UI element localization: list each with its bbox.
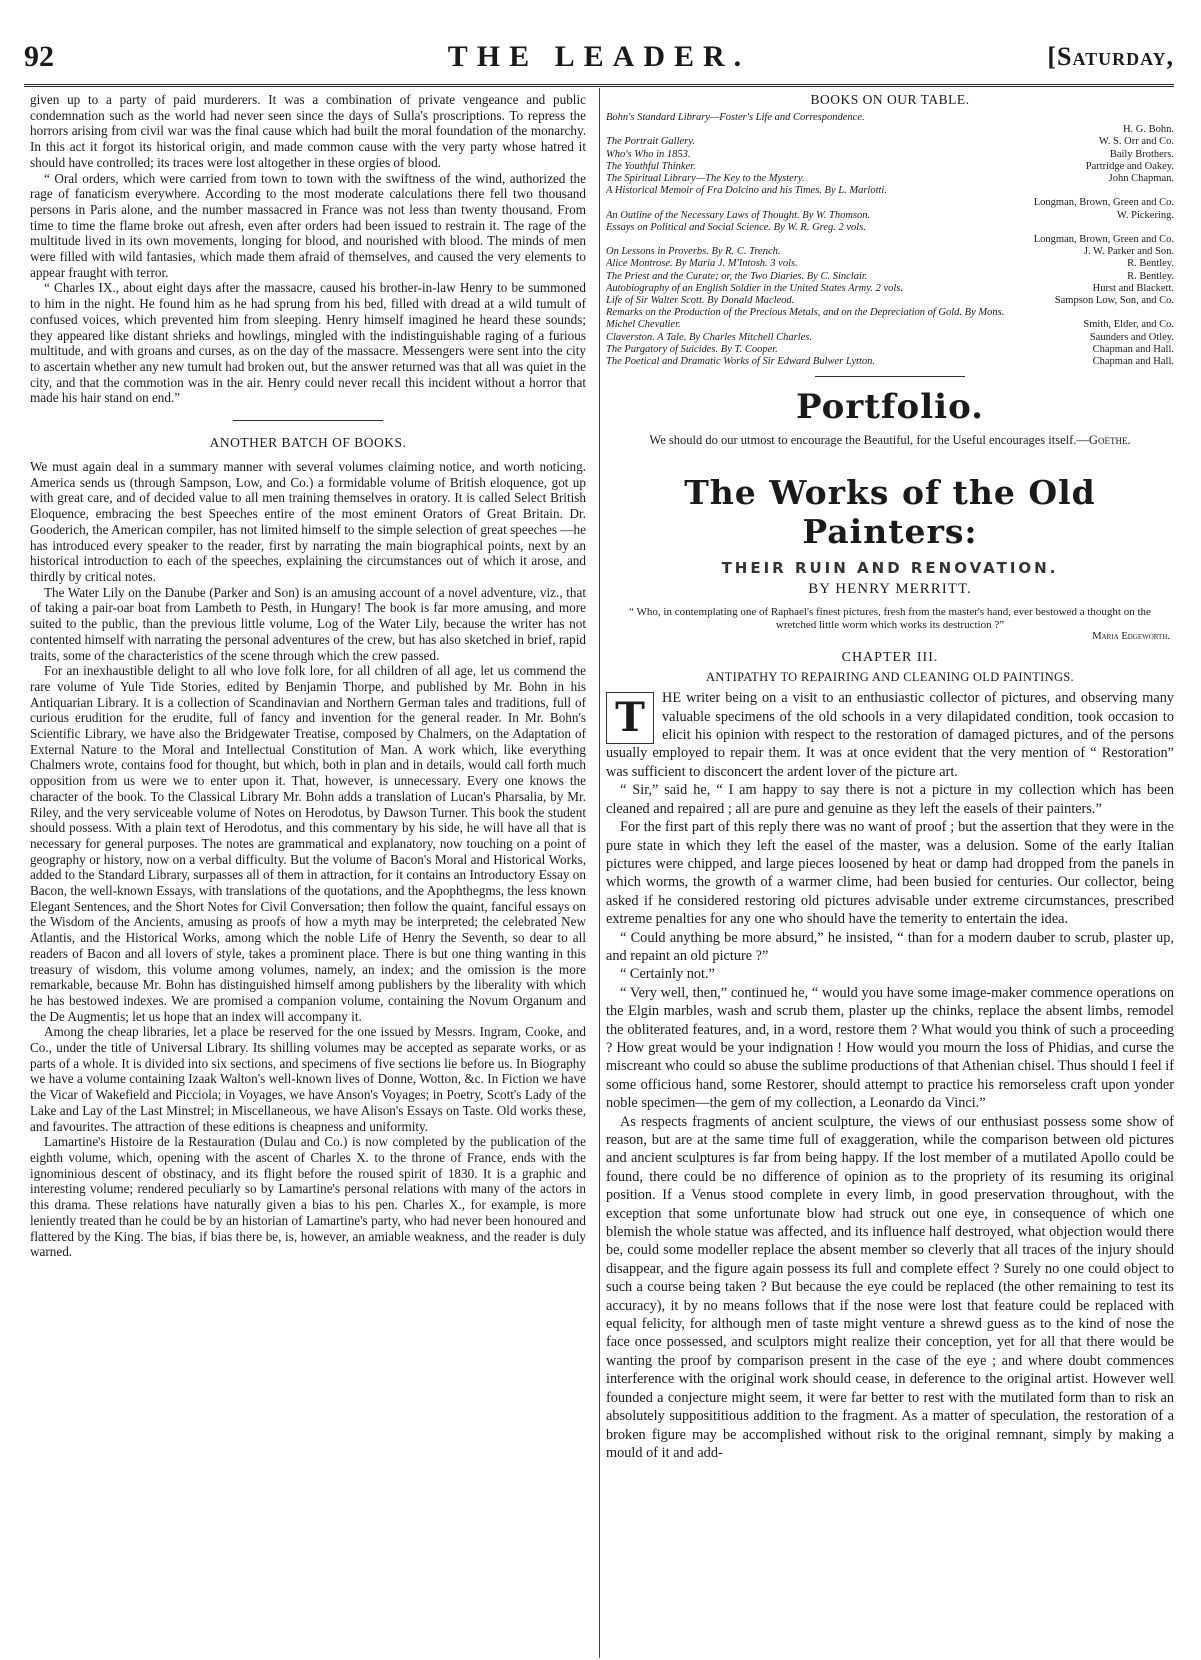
book-title: Essays on Political and Social Science. By W. R. Greg. 2 vols. (606, 221, 866, 233)
book-publisher (1168, 185, 1174, 197)
book-publisher: Sampson Low, Son, and Co. (1054, 295, 1174, 307)
issue-day: [Saturday, (1047, 42, 1174, 71)
article-paragraph-7: As respects fragments of ancient sculpture, the views of our enthusiast possess some show of reason, but are at the same time full of exaggeration, while the comparison between old pictures and ancient sculptures is far from being happy. If the lost member of a mutilated Apollo could be found, there could be no difference of opinion as to the propriety of its resuming its original position. If a Venus stood complete in every limb, in good preservation throughout, with the exception that some unfortunate blow had struck out one eye, in consequence of which one blemish the whole statue was affected, and its influence half destroyed, what objection would there be, could some modeller replace the absent member so cleverly that all traces of the injury should disappear, and the figure again possess its full and complete effect ? Surely no one could object to such a course being taken ? But because the eye could be replaced (the other remaining to test its accuracy), it by no means follows that if the nose were lost that feature could be replaced with equal felicity, for although men of taste might venture a shrewd guess as to the kind of nose the face once possessed, and sculptors might realize their conception, yet for all that there would be wanting the proof by comparison present in the case of the eye ; and where doubt commences interference with the original work should cease, in deference to the original artist. However well founded a conjecture might seem, it were far better to rest with the mutilated form than to risk an absolutely supposititious addition to the fragment. As a matter of speculation, the restoration of a broken figure may be accomplished without risk to the original remnant, simply by making a mould of it and add- (606, 1113, 1174, 1461)
book-entry (606, 246, 1174, 258)
book-publisher: R. Bentley. (1127, 258, 1174, 270)
portfolio-heading: Portfolio. (795, 387, 984, 428)
book-publisher (1168, 112, 1174, 124)
book-title: Autobiography of an English Soldier in the United States Army. 2 vols. (606, 282, 903, 294)
epigraph-source: Maria Edgeworth. (1092, 631, 1170, 643)
history-paragraph-3: “ Charles IX., about eight days after the massacre, caused his brother-in-law Henry to be summoned to him in the night. He found him as he had sprung from his bed, filled with dread at a wild tumult of confused voices, which prevented him from sleeping. Henry himself imagined he heard these sounds; they appeared like distant shrieks and howlings, mingled with the indistinguishable raging of a furious multitude, and with groans and curses, as on the day of the massacre. Messengers were sent into the city to ascertain whether any new tumult had broken out, but the answer returned was that all was quiet in the city, and that the commotion was in the air. Henry could never recall this incident without a horror that made his hair stand on end.” (30, 280, 586, 406)
books-paragraph-3: For an inexhaustible delight to all who love folk lore, for all children of all age, let us commend the rare volume of Yule Tide Stories, edited by Benjamin Thorpe, and published by Mr. Bohn in his Antiquarian Library. It is a collection of Scandinavian and Northern German tales and traditions, full of curious erudition for the erudite, full of fancy and invention for the general reader. In Mr. Bohn's Scientific Library, we have also the Bridgewater Treatise, composed by Chalmers, on the Adaptation of External Nature to the Moral and Intellectual Constitution of Man. A work which, like everything Chalmers wrote, contains food for thought, but which, both in plan and in details, would call forth much opposition from us were we to enter upon it. That, however, is unnecessary. Every one knows the character of the book. To the Classical Library Mr. Bohn adds a translation of Lucan's Pharsalia, by Mr. Riley, and the very serviceable volume of Notes on Herodotus, by Dawson Turner. This book the student should possess. With a plain text of Herodotus, and this commentary by his side, he will have all that is necessary for general purposes. The notes are grammatical and explanatory, now touching on a point of geography or history, now on a verbal difficulty. But the volume of Bacon's Moral and Historical Works, added to the Standard Library, surpasses all of them in attraction, for it contains an Introductory Essay on Bacon, the well-known Essays, with translations of the quotations, and the Apophthegms, the less known Elegant Sentences, and the Short Notes for Civil Conversation; then follow the quaint, fanciful essays on the Wisdom of the Ancients, amusing as proofs of how a myth may be interpreted; the celebrated New Atlantis, and the Historical Works, among which the noble Life of Henry the Seventh, so dear to all readers of Bacon and all lovers of style, takes a prominent place. There is but one thing wanting in this treasury of wisdom, this volume among volumes, namely, an index; and the omission is the more remarkable, because Mr. Bohn has distinguished himself among publishers by the liberality with which he has bestowed indexes. We are promised a companion volume, containing the Novum Organum and the De Augmentis; let us hope that an index will accompany it. (30, 663, 586, 1024)
book-entry (606, 356, 1174, 368)
book-entry (606, 185, 1174, 197)
history-paragraph-2: “ Oral orders, which were carried from town to town with the swiftness of the wind, authorized the rage of fanaticism everywhere. According to the most moderate calculations there fell two thousand persons in Paris alone, and the number massacred in France was not less than twenty thousand. From time to time the flame broke out afresh, even after orders had been issued to restrain it. The rage of the multitude lived in its own movements, longing for blood, and nourished with blood. The minds of men were filled with wild fantasies, which made them afraid of themselves, and caused the very elements to appear fraught with terror. (30, 170, 586, 280)
book-title: An Outline of the Necessary Laws of Thought. By W. Thomson. (606, 209, 871, 221)
article-subtitle: THEIR RUIN AND RENOVATION. (721, 559, 1059, 578)
book-entry (606, 319, 1174, 331)
book-publisher (1168, 222, 1174, 234)
book-publisher: Baily Brothers. (1109, 148, 1174, 160)
book-publisher: Saunders and Otley. (1089, 331, 1174, 343)
book-publisher: Longman, Brown, Green and Co. (1033, 197, 1174, 209)
history-paragraph-1: given up to a party of paid murderers. It was a combination of private vengeance and public condemnation such as the world had never seen since the days of Sulla's proscriptions. To repress the horrors arising from civil war was the final cause which had built the moral foundation of the monarchy. In this act it forgot its historical origin, and made common cause with the very party whose hatred it should have controlled; its traces were lost altogether in these orgies of blood. (30, 92, 586, 170)
newspaper-title: THE LEADER. (447, 40, 751, 73)
book-publisher: Partridge and Oakey. (1085, 160, 1174, 172)
portfolio-motto (606, 433, 1174, 447)
article-paragraph-5: “ Certainly not.” (620, 966, 715, 983)
book-publisher: H. G. Bohn. (1122, 124, 1174, 136)
book-publisher: Smith, Elder, and Co. (1083, 319, 1174, 331)
article-paragraph-3: For the first part of this reply there was no want of proof ; but the assertion that they were in the pure state in which they left the easel of the master, was a delusion. Some of the early Italian pictures were chipped, and large pieces loosened by heat or damp had dropped from the panels in which worms, the growth of a warmer clime, had been busied for centuries. Our collector, being asked if he considered restoring old pictures advisable under extreme circumstances, prescribed extreme penalties for any one who should have the temerity to entertain the idea. (606, 819, 1174, 928)
book-entry (606, 197, 1174, 209)
section-rule (233, 420, 383, 421)
article-paragraph-1 (606, 689, 1174, 781)
book-entry (606, 161, 1174, 173)
page-number: 92 (24, 40, 54, 73)
chapter-title: ANTIPATHY TO REPAIRING AND CLEANING OLD PAINTINGS. (706, 670, 1074, 685)
book-entry (606, 283, 1174, 295)
book-publisher: J. W. Parker and Son. (1083, 246, 1174, 258)
book-entry (606, 307, 1174, 319)
book-entry (606, 344, 1174, 356)
books-paragraph-1: We must again deal in a summary manner with several volumes claiming notice, and worth noticing. America sends us (through Sampson, Low, and Co.) a formidable volume of British eloquence, got up with great care, and of decided value to all men training themselves in oratory. It is called Select British Eloquence, embracing the best Speeches entire of the most eminent Orators of Great Britain. Dr. Gooderich, the American compiler, has not limited himself to the simple selection of great speeches —he has introduced every speaker to the reader, first by narrating the main biographical points, next by an historical introduction to each of the speeches, explaining the circumstances out of which it arose, and thirdly by critical notes. (30, 459, 586, 584)
section-rule (815, 376, 965, 377)
book-entry (606, 173, 1174, 185)
book-publisher: W. Pickering. (1116, 209, 1174, 221)
book-publisher: Chapman and Hall. (1092, 343, 1174, 355)
book-entry (606, 271, 1174, 283)
column-divider (599, 88, 600, 1658)
drop-cap: T (606, 692, 654, 744)
section-heading: ANOTHER BATCH OF BOOKS. (209, 435, 407, 451)
book-title: On Lessons in Proverbs. By R. C. Trench. (606, 246, 781, 258)
book-title: Michel Chevalier. (606, 319, 681, 331)
article-byline: BY HENRY MERRITT. (808, 581, 972, 598)
book-title: Remarks on the Production of the Precious Metals, and on the Depreciation of Gold. By Mons. (606, 307, 1005, 319)
book-publisher: W. S. Orr and Co. (1098, 136, 1174, 148)
epigraph: “ Who, in contemplating one of Raphael's finest pictures, fresh from the master's hand, ever bestowed a thought on the wretched little worm which works its destruction ?” (629, 606, 1151, 631)
article-paragraph-6: “ Very well, then,” continued he, “ would you have some image-maker commence operations on the Elgin marbles, wash and scrub them, plaster up the chinks, replace the absent limbs, remodel the obliterated features, and, in a word, restore them ? What would you think of such a proceeding ? How great would be your indignation ! How would you mourn the loss of Phidias, and curse the miscreant who could so abuse the sublime productions of that Athenian chisel. Thus should I feel if some officious hand, some Restorer, should attempt to practice his remorseless craft upon yonder noble specimen—the gem of my collection, a Leonardo da Vinci.” (606, 984, 1174, 1112)
book-publisher: Chapman and Hall. (1092, 356, 1174, 368)
books-table-heading: BOOKS ON OUR TABLE. (810, 92, 970, 107)
book-title: The Spiritual Library—The Key to the Mystery. (606, 173, 805, 185)
books-paragraph-5: Lamartine's Histoire de la Restauration (Dulau and Co.) is now completed by the publication of the eighth volume, which, opening with the ascent of Charles X. to the throne of France, ends with the ignominious descent of obstinacy, and its flight before the roused spirit of 1830. It is a graphic and interesting volume; rendered peculiarly so by Lamartine's personal relations with many of the actors in this drama. These relations have naturally given a bias to his pen. Charles X., for example, is more leniently treated than he could be by an historian of Lamartine's party, who had never been honoured and flattered by the King. The bias, if bias there be, is, however, an amiable weakness, and the reader is duly warned. (30, 1134, 586, 1260)
books-paragraph-4: Among the cheap libraries, let a place be reserved for the one issued by Messrs. Ingram, Cooke, and Co., under the title of Universal Library. Its shilling volumes may be accepted as separate works, or as parts of a whole. It is divided into six sections, and specimens of five sections lie before us. In Biography we have a volume containing Izaak Walton's well-known lives of Donne, Wotton, &c. In Fiction we have the Vicar of Wakefield and Picciola; in Voyages, we have Anson's Voyages; in Poetry, Scott's Lady of the Lake and Lay of the Last Minstrel; in Miscellaneous, we have Alison's Essays on Taste. Old works these, and favourites. The attraction of these editions is cheapness and uniformity. (30, 1024, 586, 1134)
chapter-number: CHAPTER III. (841, 650, 939, 666)
book-title: Life of Sir Walter Scott. By Donald Macleod. (606, 295, 795, 307)
books-table (606, 112, 1174, 368)
article-title: The Works of the Old Painters: (684, 473, 1096, 552)
book-entry (606, 112, 1174, 124)
books-paragraph-2: The Water Lily on the Danube (Parker and Son) is an amusing account of a novel adventure, viz., that of taking a pair-oar boat from Lambeth to Pesth, in Hungary! The book is far more amusing, and more suited to the public, than the previous little volume, Log of the Water Lily, because the writer has not contented himself with narrating the personal adventures of the crew, but has also sketched in brief, rapid traits, some of the characteristics of the scene through which the crew passed. (30, 584, 586, 663)
book-title: Bohn's Standard Library—Foster's Life and Correspondence. (606, 112, 865, 123)
book-publisher: Longman, Brown, Green and Co. (1033, 234, 1174, 246)
book-entry (606, 234, 1174, 246)
book-entry (606, 332, 1174, 344)
right-column (606, 92, 1174, 1652)
book-title: The Purgatory of Suicides. By T. Cooper. (606, 343, 778, 355)
article-paragraph-2: “ Sir,” said he, “ I am happy to say there is not a picture in my collection which has been cleaned and repaired ; all are pure and genuine as they left the easels of their painters.” (606, 782, 1174, 817)
book-title: The Priest and the Curate; or, the Two Diaries. By C. Sinclair. (606, 270, 868, 282)
left-column (30, 92, 586, 1652)
book-title: The Poetical and Dramatic Works of Sir Edward Bulwer Lytton. (606, 356, 875, 368)
book-entry (606, 258, 1174, 270)
motto-text: We should do our utmost to encourage the Beautiful, for the Useful encourages itself.— (649, 433, 1089, 448)
book-publisher (1168, 307, 1174, 319)
book-entry (606, 210, 1174, 222)
book-title: The Youthful Thinker. (606, 160, 696, 172)
book-entry (606, 136, 1174, 148)
book-entry (606, 222, 1174, 234)
book-title: Who's Who in 1853. (606, 148, 691, 160)
book-title: A Historical Memoir of Fra Dolcino and his Times. By L. Mariotti. (606, 185, 887, 197)
book-publisher: Hurst and Blackett. (1092, 282, 1174, 294)
article-paragraph-4: “ Could anything be more absurd,” he insisted, “ than for a modern dauber to scrub, plaster up, and repaint an old picture ?” (606, 929, 1174, 964)
book-publisher: John Chapman. (1108, 173, 1174, 185)
masthead (24, 38, 1174, 82)
book-publisher: R. Bentley. (1127, 270, 1174, 282)
book-title: Claverston. A Tale. By Charles Mitchell Charles. (606, 331, 813, 343)
motto-source: Goethe. (1088, 433, 1131, 448)
book-entry (606, 295, 1174, 307)
article-paragraph-1-text: HE writer being on a visit to an enthusiastic collector of pictures, and observing many valuable specimens of the old schools in a very dilapidated condition, took occasion to elicit his opinion with respect to the restoration of damaged pictures, and of the persons usually employed to repair them. It was at once evident that the very mention of “ Restoration” was sufficient to disconcert the ardent lover of the picture art. (606, 690, 1174, 780)
book-entry (606, 149, 1174, 161)
book-title: Alice Montrose. By Maria J. M'Intosh. 3 vols. (606, 258, 798, 270)
book-title: The Portrait Gallery. (606, 136, 695, 148)
book-entry (606, 124, 1174, 136)
